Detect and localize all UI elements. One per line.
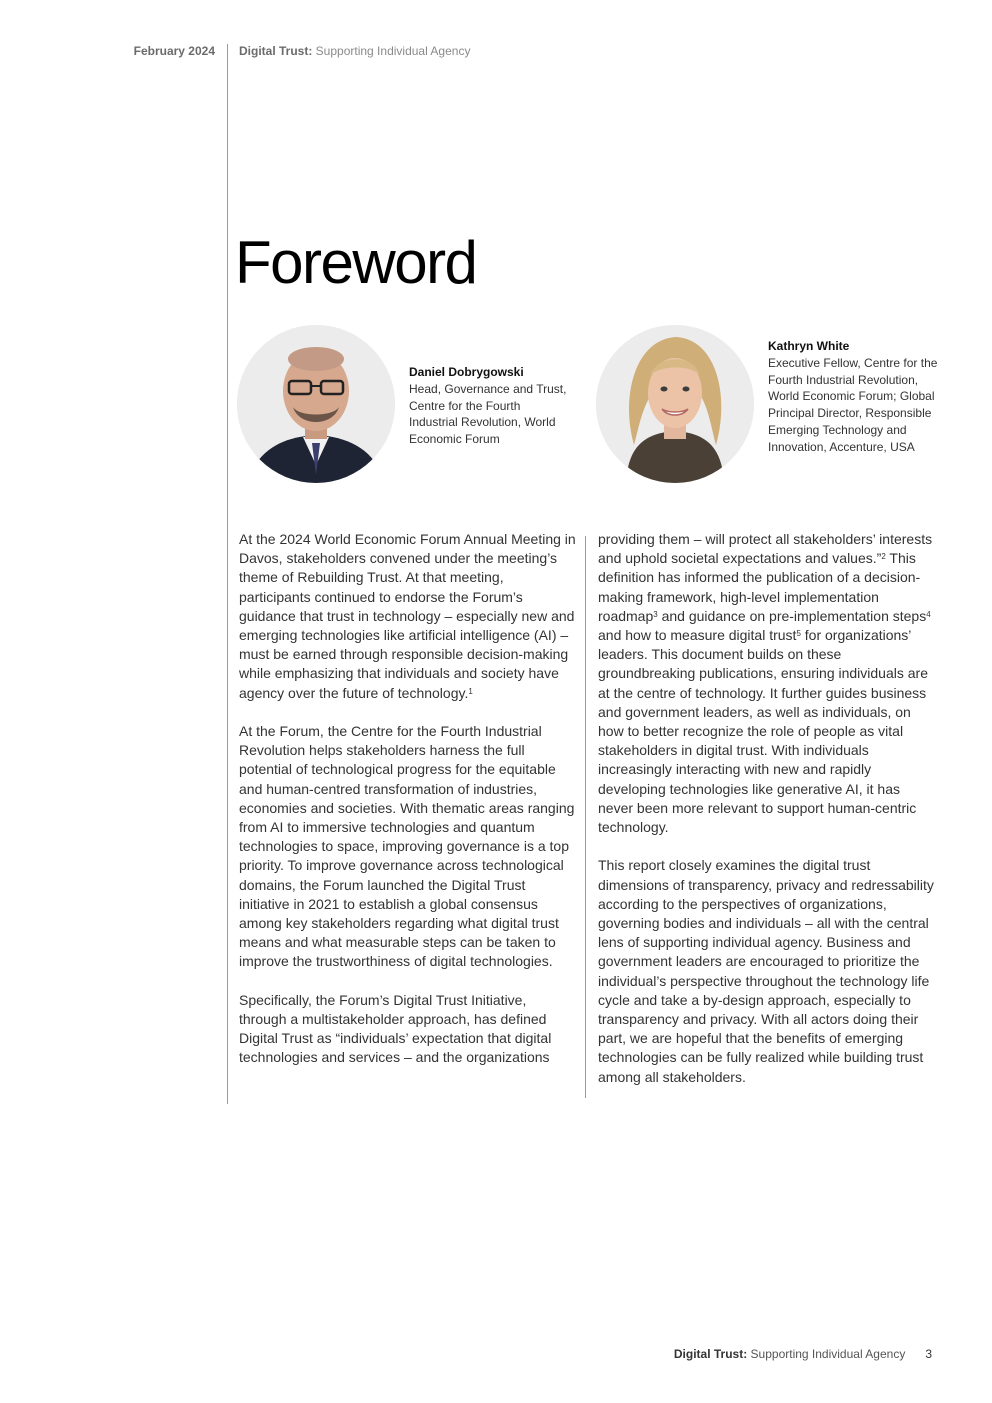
footer-title-rest: Supporting Individual Agency <box>747 1347 906 1361</box>
paragraph-text: for organizations’ leaders. This document builds on these groundbreaking publications, ensuring individuals are at the centre of technology. It further guides business and government leaders, as well as individuals, on how to better recognize the role of people as vital stakeholders in digital trust. With individuals increasingly interacting with new and rapidly developing technologies like generative AI, it has never been more relevant to support human-centric technology. <box>598 627 928 836</box>
paragraph: At the Forum, the Centre for the Fourth Industrial Revolution helps stakeholders harness the full potential of technological progress for the equitable and human-centred transformation of industries, economies and societies. With thematic areas ranging from AI to immersive technologies and quantum technologies to space, improving governance is a top priority. To improve governance across technological domains, the Forum launched the Digital Trust initiative in 2021 to establish a global consensus among key stakeholders regarding what digital trust means and what measurable steps can be taken to improve the trustworthiness of digital technologies. <box>239 723 575 970</box>
footnote-ref[interactable]: 4 <box>926 609 931 619</box>
vertical-divider <box>227 44 228 1104</box>
author-info-kathryn <box>768 338 938 456</box>
header-title-rest: Supporting Individual Agency <box>312 44 471 58</box>
paragraph-text: and guidance on pre-implementation steps <box>657 607 927 624</box>
paragraph: This report closely examines the digital trust dimensions of transparency, privacy and redressability according to the perspectives of organizations, governing bodies and individuals – all with the central lens of supporting individual agency. Business and government leaders are encouraged to prioritize the individual’s perspective throughout the technology life cycle and take a by-design approach, especially to transparency and privacy. With all actors doing their part, we are hopeful that the benefits of emerging technologies can be fully realized while building trust among all stakeholders. <box>598 857 934 1085</box>
paragraph-text: providing them – will protect all stakeholders’ interests and uphold societal expectations and values.” <box>598 531 933 567</box>
footnote-ref[interactable]: 1 <box>468 686 473 696</box>
header-title-bold: Digital Trust: <box>239 44 313 58</box>
footer-title-bold: Digital Trust: <box>673 1347 748 1361</box>
paragraph-text: and how to measure digital trust <box>598 627 797 644</box>
column-divider <box>585 536 586 1098</box>
paragraph <box>239 530 576 703</box>
portrait-woman-illustration <box>596 325 754 483</box>
author-name: Daniel Dobrygowski <box>409 365 524 379</box>
page-footer <box>674 1347 932 1361</box>
footnote-ref[interactable]: 3 <box>653 609 658 619</box>
paragraph: Specifically, the Forum’s Digital Trust Initiative, through a multistakeholder approach, has defined Digital Trust as “individuals’ expectation that digital technologies and services – and the organizations <box>239 991 552 1066</box>
paragraph-text: At the 2024 World Economic Forum Annual Meeting in Davos, stakeholders convened under the meeting’s theme of Rebuilding Trust. At that meeting, participants continued to endorse the Forum’s guidance that trust in technology – especially new and emerging technologies like artificial intelligence (AI) – must be earned through responsible decision-making while emphasizing that individuals and society have agency over the future of technology. <box>239 531 576 701</box>
paragraph-text: This definition has informed the publication of a decision-making framework, high-level implementation roadmap <box>598 550 921 624</box>
paragraph <box>598 530 936 837</box>
author-name: Kathryn White <box>768 339 850 353</box>
footnote-ref[interactable]: 2 <box>881 552 886 562</box>
page-title: Foreword <box>235 229 477 296</box>
author-role: Head, Governance and Trust, Centre for the Fourth Industrial Revolution, World Economic Forum <box>409 381 567 447</box>
portrait-man-illustration <box>237 325 395 483</box>
author-info-daniel <box>409 364 569 448</box>
author-role: Executive Fellow, Centre for the Fourth Industrial Revolution, World Economic Forum; Global Principal Director, Responsible Emerging Technology and Innovation, Accenture, USA <box>768 355 938 454</box>
body-column-left <box>239 530 576 1087</box>
header-date: February 2024 <box>133 44 215 58</box>
page-header <box>0 44 992 64</box>
header-title <box>239 44 470 58</box>
footnote-ref[interactable]: 5 <box>796 629 801 639</box>
body-column-right <box>598 530 936 1106</box>
author-photo-kathryn <box>596 325 754 483</box>
author-photo-daniel <box>237 325 395 483</box>
page-number: 3 <box>925 1347 932 1361</box>
